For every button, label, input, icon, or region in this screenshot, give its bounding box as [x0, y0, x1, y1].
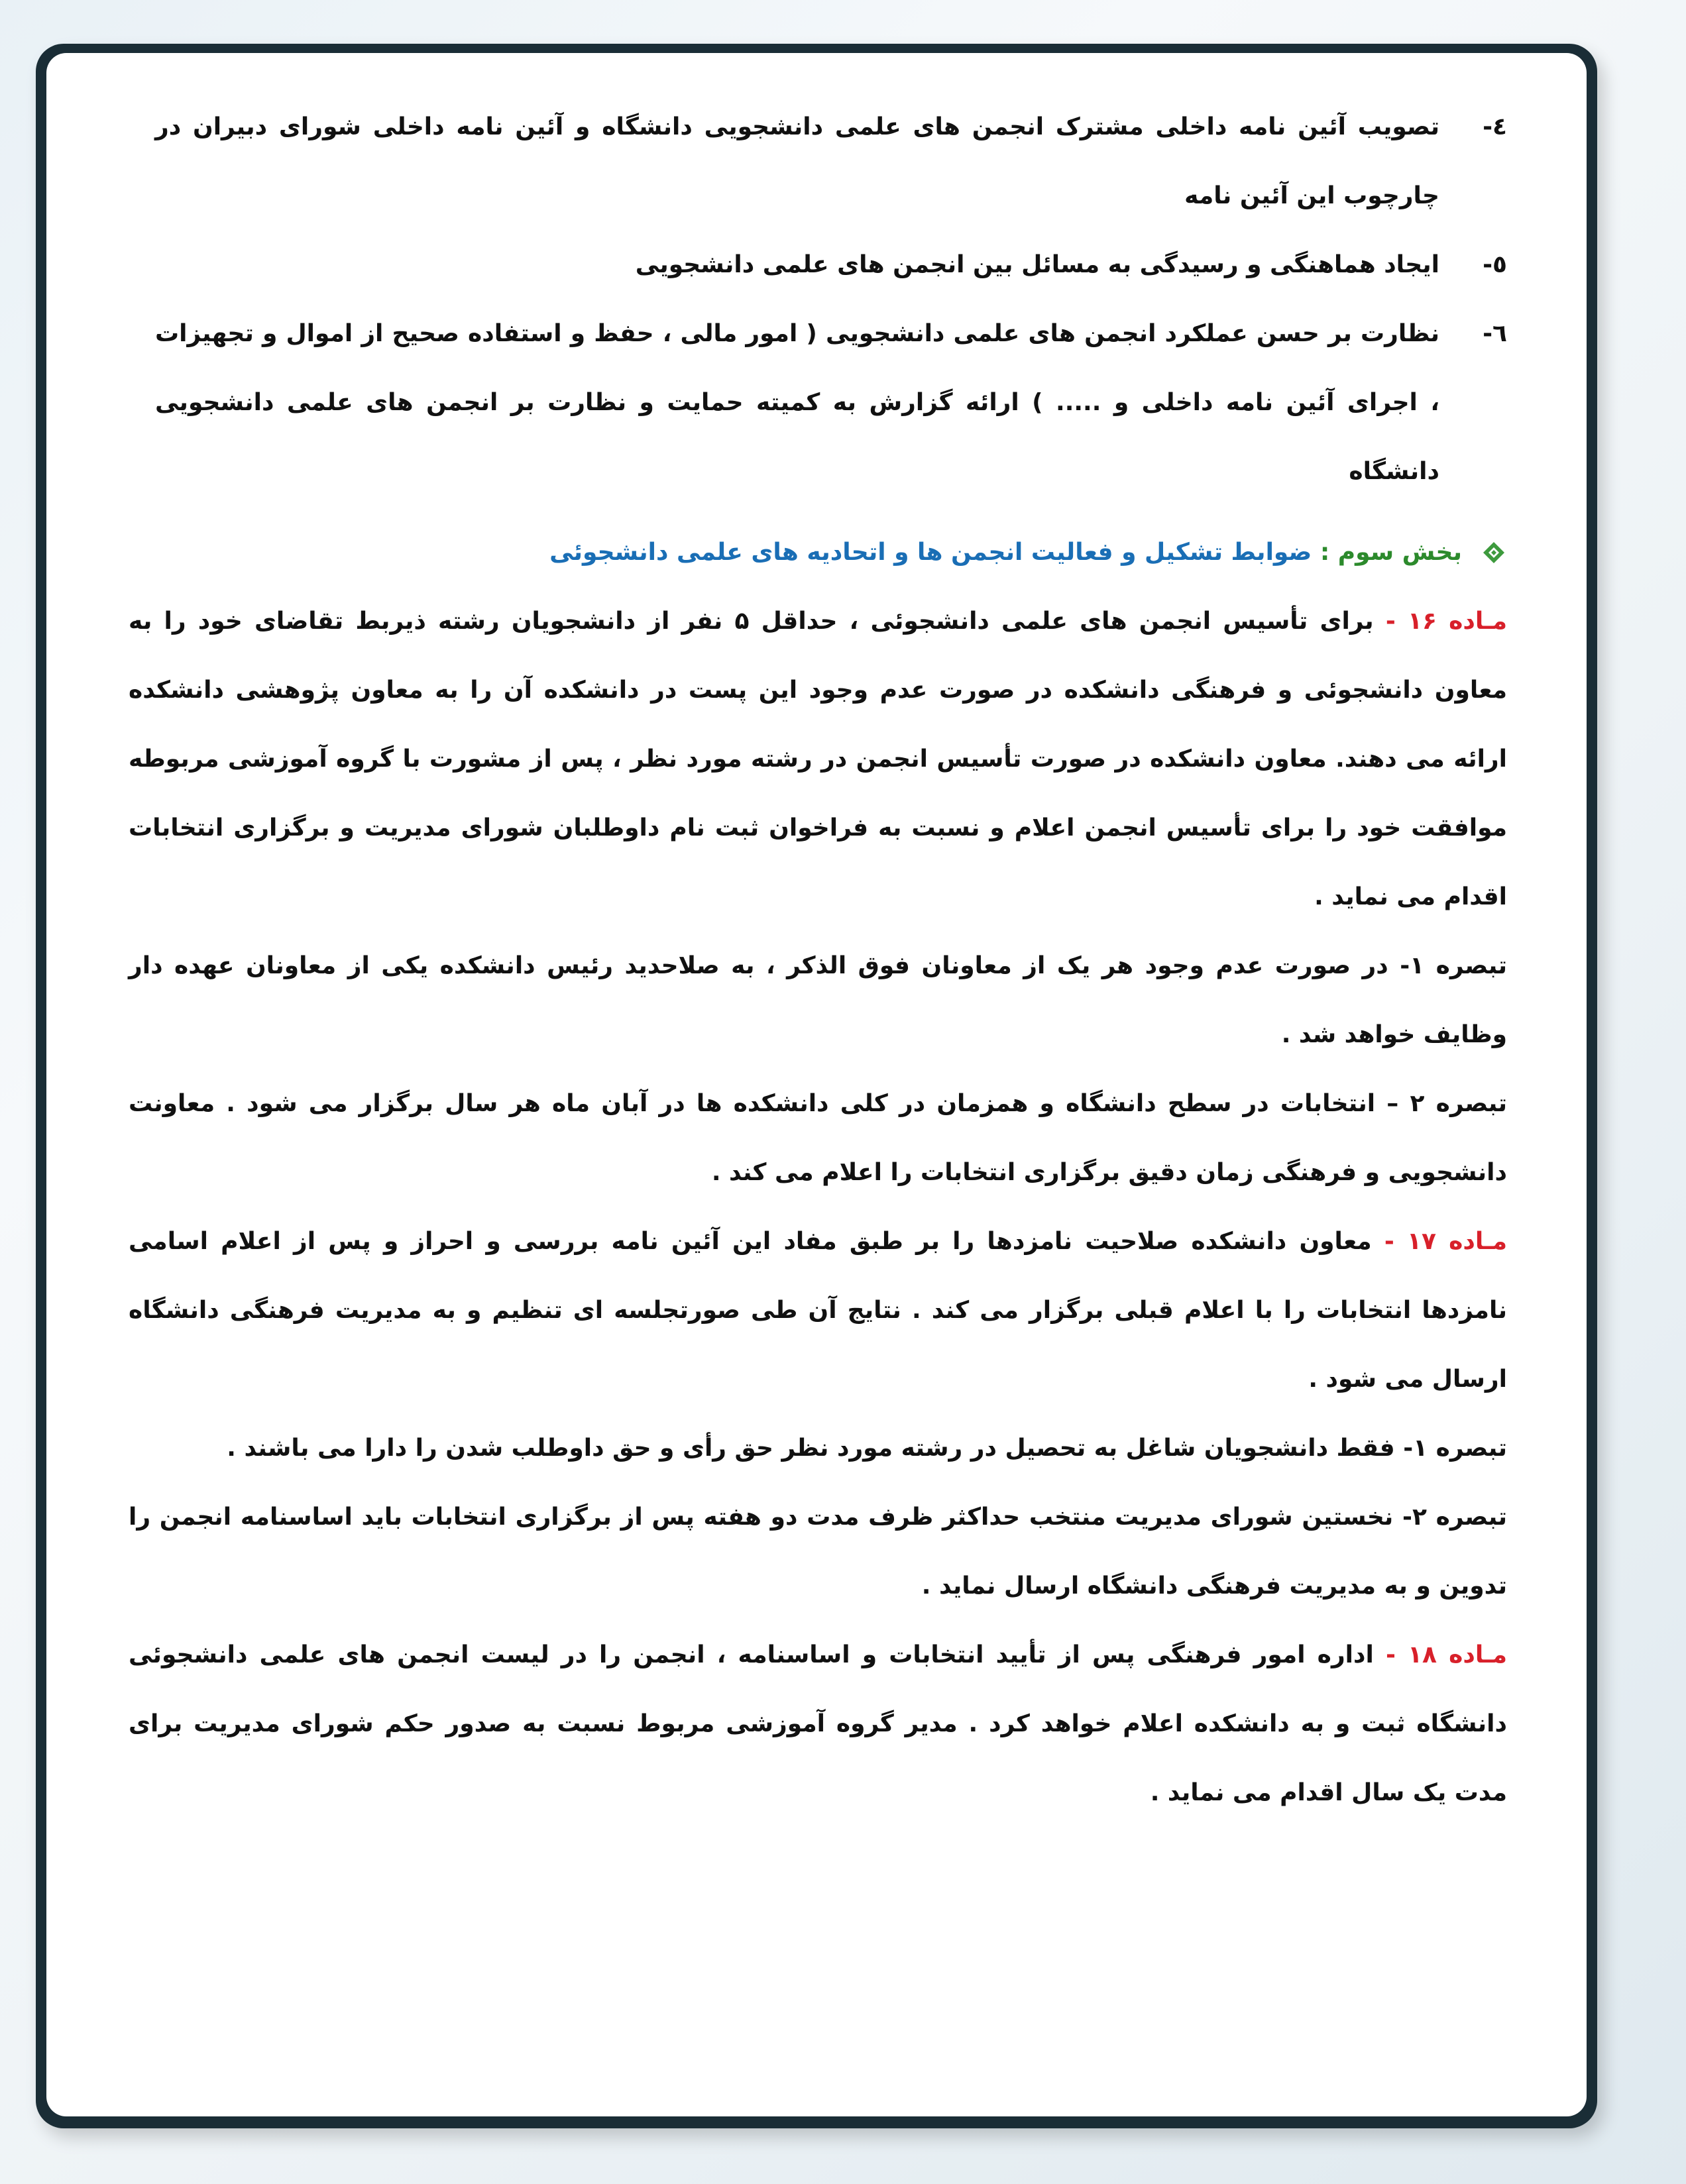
- double-diamond-icon: [1481, 539, 1507, 566]
- list-item-text: تصویب آئین نامه داخلی مشترک انجمن های علمی دانشجویی دانشگاه و آئین نامه داخلی شورای دبیران در چارچوب این آئین نامه: [155, 113, 1439, 209]
- list-item: [129, 300, 1507, 506]
- section-heading: [129, 521, 1507, 584]
- note-paragraph: [129, 1069, 1507, 1207]
- section-title-text: ضوابط تشکیل و فعالیت انجمن ها و اتحادیه های علمی دانشجوئی: [549, 539, 1312, 566]
- page-frame: [36, 44, 1597, 2128]
- article-paragraph: [129, 587, 1507, 932]
- article-text: اداره امور فرهنگی پس از تأیید انتخابات و اساسنامه ، انجمن را در لیست انجمن های علمی دانشجوئی دانشگاه ثبت و به دانشکده اعلام خواهد کرد . مدیر گروه آموزشی مربوط نسبت به صدور حکم شورای مدیریت برای مدت یک سال اقدام می نماید .: [129, 1641, 1507, 1806]
- list-item: [129, 231, 1507, 300]
- note-paragraph: [129, 1414, 1507, 1483]
- note-text: تبصره ۱- در صورت عدم وجود هر یک از معاونان فوق الذکر ، به صلاحدید رئیس دانشکده یکی از معاونان عهده دار وظایف خواهد شد .: [129, 952, 1507, 1048]
- note-paragraph: [129, 1483, 1507, 1621]
- section-title: [549, 521, 1462, 584]
- article-text: برای تأسیس انجمن های علمی دانشجوئی ، حداقل ۵ نفر از دانشجویان رشته ذیربط تقاضای خود را به معاون دانشجوئی و فرهنگی دانشکده در صورت عدم وجود این پست در دانشکده آن را به معاون پژوهشی دانشکده ارائه می دهند. معاون دانشکده در صورت تأسیس انجمن در رشته مورد نظر ، پس از مشورت با گروه آموزشی مربوطه موافقت خود را برای تأسیس انجمن اعلام و نسبت به فراخوان ثبت نام داوطلبان شورای مدیریت و برگزاری انتخابات اقدام می نماید .: [129, 608, 1507, 910]
- list-item-text: ایجاد هماهنگی و رسیدگی به مسائل بین انجمن های علمی دانشجویی: [635, 251, 1439, 278]
- note-text: تبصره ۲- نخستین شورای مدیریت منتخب حداکثر ظرف مدت دو هفته پس از برگزاری انتخابات باید اساسنامه انجمن را تدوین و به مدیریت فرهنگی دانشگاه ارسال نماید .: [129, 1503, 1507, 1600]
- article-paragraph: [129, 1207, 1507, 1414]
- article-label: مـاده ۱۶ -: [1385, 608, 1507, 635]
- note-text: تبصره ۲ – انتخابات در سطح دانشگاه و همزمان در کلی دانشکده ها در آبان ماه هر سال برگزار می شود . معاونت دانشجویی و فرهنگی زمان دقیق برگزاری انتخابات را اعلام می کند .: [129, 1090, 1507, 1186]
- list-item-number: ٥-: [1483, 251, 1507, 278]
- document-page: [46, 53, 1587, 2116]
- list-item-text: نظارت بر حسن عملکرد انجمن های علمی دانشجویی ( امور مالی ، حفظ و استفاده صحیح از اموال و تجهیزات ، اجرای آئین نامه داخلی و ..... ) ارائه گزارش به کمیته حمایت و نظارت بر انجمن های علمی دانشجویی دانشگاه: [155, 320, 1439, 485]
- article-paragraph: [129, 1621, 1507, 1828]
- document-body: [129, 93, 1507, 1828]
- note-paragraph: [129, 932, 1507, 1069]
- article-label: مـاده ۱۷ -: [1384, 1228, 1507, 1255]
- list-item-number: ٤-: [1483, 113, 1507, 140]
- note-text: تبصره ۱- فقط دانشجویان شاغل به تحصیل در رشته مورد نظر حق رأی و حق داوطلب شدن را دارا می باشند .: [227, 1435, 1507, 1462]
- section-lead: بخش سوم :: [1320, 539, 1462, 566]
- list-item: [129, 93, 1507, 231]
- article-text: معاون دانشکده صلاحیت نامزدها را بر طبق مفاد این آئین نامه بررسی و احراز و پس از اعلام اسامی نامزدها انتخابات را با اعلام قبلی برگزار می کند . نتایج آن طی صورتجلسه ای تنظیم و به مدیریت فرهنگی دانشگاه ارسال می شود .: [129, 1228, 1507, 1393]
- list-item-number: ٦-: [1483, 320, 1507, 347]
- article-label: مـاده ۱۸ -: [1385, 1641, 1507, 1668]
